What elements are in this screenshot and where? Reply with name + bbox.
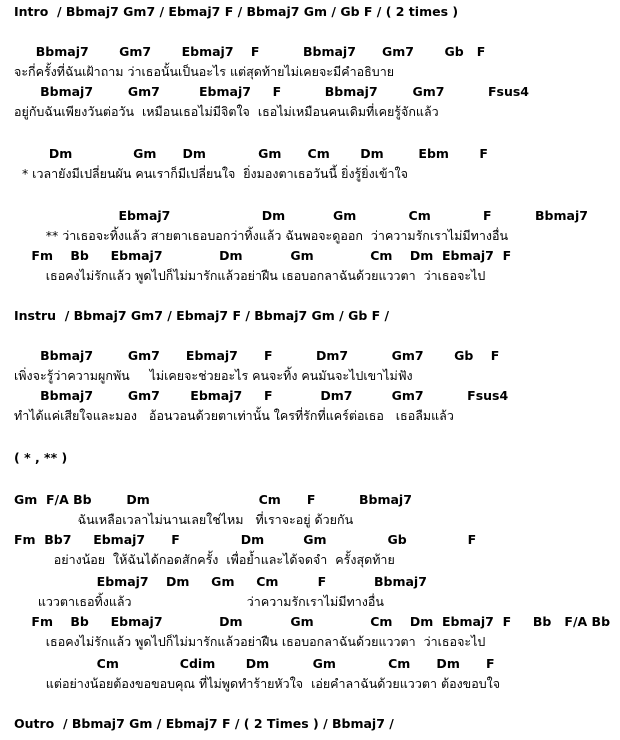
- bridge-lyric-line-3: แววตาเธอทิ้งแล้ว ว่าความรักเราไม่มีทางอื่น: [14, 594, 384, 609]
- chorus-b-chord-line-1: Ebmaj7 Dm Gm Cm F Bbmaj7: [14, 208, 588, 223]
- verse2-chord-line-2: Bbmaj7 Gm7 Ebmaj7 F Dm7 Gm7 Fsus4: [14, 388, 509, 403]
- chorus-a-chord-line: Dm Gm Dm Gm Cm Dm Ebm F: [14, 146, 488, 161]
- bridge-lyric-line-2: อย่างน้อย ให้ฉันได้กอดสักครั้ง เพื่อย้ำและได้จดจำ ครั้งสุดท้าย: [14, 552, 395, 567]
- bridge-chord-line-1: Gm F/A Bb Dm Cm F Bbmaj7: [14, 492, 412, 507]
- bridge-chord-line-4: Fm Bb Ebmaj7 Dm Gm Cm Dm Ebmaj7 F Bb F/A Bb: [14, 614, 611, 629]
- verse1-lyric-line-2: อยู่กับฉันเพียงวันต่อวัน เหมือนเธอไม่มีจิตใจ เธอไม่เหมือนคนเดิมที่เคยรู้จักแล้ว: [14, 104, 439, 119]
- verse2-chord-line-1: Bbmaj7 Gm7 Ebmaj7 F Dm7 Gm7 Gb F: [14, 348, 500, 363]
- repeat-marker: ( * , ** ): [14, 450, 68, 465]
- instru-line: Instru / Bbmaj7 Gm7 / Ebmaj7 F / Bbmaj7 Gm / Gb F /: [14, 308, 390, 323]
- bridge-lyric-line-5: แต่อย่างน้อยต้องขอขอบคุณ ที่ไม่พูดทำร้ายหัวใจ เอ่ยคำลาฉันด้วยแววตา ต้องขอบใจ: [14, 676, 501, 691]
- bridge-lyric-line-1: ฉันเหลือเวลาไม่นานเลยใช่ไหม ที่เราจะอยู่ ด้วยกัน: [14, 512, 354, 527]
- verse2-lyric-line-1: เพิ่งจะรู้ว่าความผูกพัน ไม่เคยจะช่วยอะไร คนจะทิ้ง คนมันจะไปเขาไม่ฟัง: [14, 368, 413, 383]
- chorus-b-lyric-line-1: ** ว่าเธอจะทิ้งแล้ว สายตาเธอบอกว่าทิ้งแล้ว ฉันพอจะดูออก ว่าความรักเราไม่มีทางอื่น: [14, 228, 509, 243]
- bridge-chord-line-5: Cm Cdim Dm Gm Cm Dm F: [14, 656, 495, 671]
- verse1-chord-line-2: Bbmaj7 Gm7 Ebmaj7 F Bbmaj7 Gm7 Fsus4: [14, 84, 529, 99]
- verse1-lyric-line-1: จะกี่ครั้งที่ฉันเฝ้าถาม ว่าเธอนั้นเป็นอะไร แต่สุดท้ายไม่เคยจะมีคำอธิบาย: [14, 64, 395, 79]
- chorus-b-lyric-line-2: เธอคงไม่รักแล้ว พูดไปก็ไม่มารักแล้วอย่าฝืน เธอบอกลาฉันด้วยแววตา ว่าเธอจะไป: [14, 268, 486, 283]
- verse1-chord-line-1: Bbmaj7 Gm7 Ebmaj7 F Bbmaj7 Gm7 Gb F: [14, 44, 486, 59]
- intro-line: Intro / Bbmaj7 Gm7 / Ebmaj7 F / Bbmaj7 Gm / Gb F / ( 2 times ): [14, 4, 459, 19]
- bridge-chord-line-2: Fm Bb7 Ebmaj7 F Dm Gm Gb F: [14, 532, 477, 547]
- chorus-b-chord-line-2: Fm Bb Ebmaj7 Dm Gm Cm Dm Ebmaj7 F: [14, 248, 512, 263]
- outro-line: Outro / Bbmaj7 Gm / Ebmaj7 F / ( 2 Times ) / Bbmaj7 /: [14, 716, 394, 731]
- bridge-lyric-line-4: เธอคงไม่รักแล้ว พูดไปก็ไม่มารักแล้วอย่าฝืน เธอบอกลาฉันด้วยแววตา ว่าเธอจะไป: [14, 634, 486, 649]
- chorus-a-lyric-line: * เวลายังมีเปลี่ยนผัน คนเราก็มีเปลี่ยนใจ ยิ่งมองตาเธอวันนี้ ยิ่งรู้ยิ่งเข้าใจ: [14, 166, 408, 181]
- bridge-chord-line-3: Ebmaj7 Dm Gm Cm F Bbmaj7: [14, 574, 427, 589]
- verse2-lyric-line-2: ทำได้แค่เสียใจและมอง อ้อนวอนด้วยตาเท่านั้น ใครที่รักที่แคร์ต่อเธอ เธอลืมแล้ว: [14, 408, 454, 423]
